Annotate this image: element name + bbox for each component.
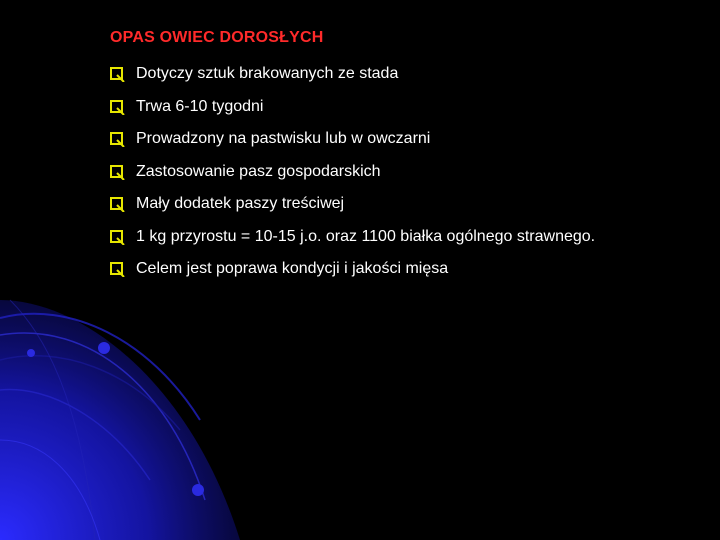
decor-dot [27, 349, 35, 357]
bullet-item [108, 221, 595, 254]
bullet-item [108, 156, 595, 189]
decor-dot [192, 484, 204, 496]
slide-title: OPAS OWIEC DOROSŁYCH [110, 29, 324, 46]
checkbox-bullet-icon [108, 261, 128, 277]
bullet-text: Dotyczy sztuk brakowanych ze stada [136, 65, 399, 83]
bullet-list [108, 58, 595, 286]
checkbox-bullet-icon [108, 99, 128, 115]
checkbox-bullet-icon [108, 131, 128, 147]
bullet-text: Zastosowanie pasz gospodarskich [136, 162, 381, 180]
bullet-item [108, 91, 595, 124]
checkbox-bullet-icon [108, 196, 128, 212]
bullet-text: 1 kg przyrostu = 10-15 j.o. oraz 1100 białka ogólnego strawnego. [136, 227, 596, 245]
checkbox-bullet-icon [108, 164, 128, 180]
bullet-text: Mały dodatek paszy treściwej [136, 195, 345, 213]
bullet-text: Trwa 6-10 tygodni [136, 97, 264, 115]
checkbox-bullet-icon [108, 229, 128, 245]
decor-dot [98, 342, 110, 354]
bullet-item [108, 188, 595, 221]
bullet-item [108, 58, 595, 91]
bullet-item [108, 123, 595, 156]
bullet-item [108, 253, 595, 286]
bullet-text: Prowadzony na pastwisku lub w owczarni [136, 130, 431, 148]
checkbox-bullet-icon [108, 66, 128, 82]
bullet-text: Celem jest poprawa kondycji i jakości mięsa [136, 260, 449, 278]
